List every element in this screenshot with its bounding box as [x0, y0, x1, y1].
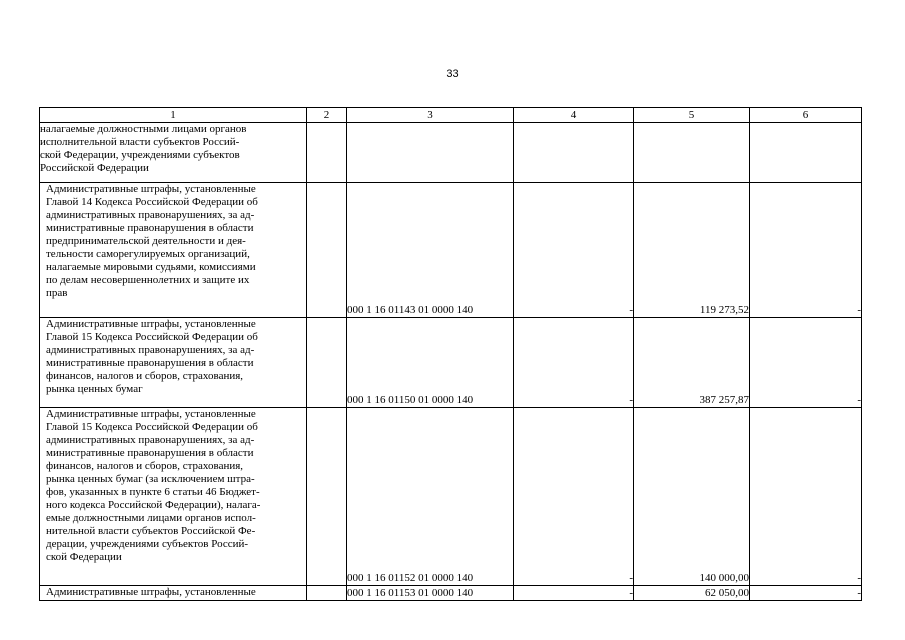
row-col6-cell — [750, 123, 862, 183]
row-code-cell: 000 1 16 01152 01 0000 140 — [347, 408, 514, 586]
row-col4-cell: - — [514, 586, 634, 601]
row-col6-cell: - — [750, 408, 862, 586]
column-header-4: 4 — [514, 108, 634, 123]
page-number: 33 — [446, 68, 459, 80]
row-code-cell: 000 1 16 01150 01 0000 140 — [347, 318, 514, 408]
row-description: налагаемые должностными лицами органов исполнительной власти субъектов Россий- ской Федерации, учреждениями субъектов Российской Федерации — [40, 123, 247, 174]
row-description: Административные штрафы, установленные Главой 14 Кодекса Российской Федерации об административных правонарушениях, за ад- министративные правонарушения в области предпринимательской деятельности и дея- тельности саморегулируемых организаций, налагаемые мировыми судьями, комиссиями по делам несовершеннолетних и защите их прав — [46, 183, 258, 299]
row-code-cell: 000 1 16 01153 01 0000 140 — [347, 586, 514, 601]
row-description: Административные штрафы, установленные — [46, 586, 256, 598]
row-col6-cell: - — [750, 318, 862, 408]
row-description-cell — [40, 318, 307, 408]
row-code-cell — [347, 123, 514, 183]
row-amount-cell: 119 273,52 — [634, 183, 750, 318]
column-header-1: 1 — [40, 108, 307, 123]
column-header-5: 5 — [634, 108, 750, 123]
row-code-cell: 000 1 16 01143 01 0000 140 — [347, 183, 514, 318]
table-row — [40, 183, 862, 318]
row-description: Административные штрафы, установленные Главой 15 Кодекса Российской Федерации об административных правонарушениях, за ад- министративные правонарушения в области финансов, налогов и сборов, страхования, рынка ценных бумаг (за исключением штра- фов, указанных в пункте 6 статьи 46 Бюджет- ного кодекса Российской Федерации), налага- емые должностными лицами органов испол- нительной власти субъектов Российской Фе- дерации, учреждениями субъектов Россий- ской Федерации — [46, 408, 261, 563]
column-header-6: 6 — [750, 108, 862, 123]
row-amount-cell — [634, 123, 750, 183]
row-col4-cell: - — [514, 183, 634, 318]
table-row — [40, 408, 862, 586]
row-col4-cell — [514, 123, 634, 183]
table-header-row — [40, 108, 862, 123]
row-col6-cell: - — [750, 586, 862, 601]
column-header-2: 2 — [307, 108, 347, 123]
row-col2-cell — [307, 183, 347, 318]
budget-table — [39, 107, 862, 601]
row-col6-cell: - — [750, 183, 862, 318]
row-col2-cell — [307, 586, 347, 601]
row-col2-cell — [307, 408, 347, 586]
row-description-cell — [40, 586, 307, 601]
row-col2-cell — [307, 123, 347, 183]
table-row — [40, 123, 862, 183]
column-header-3: 3 — [347, 108, 514, 123]
row-col4-cell: - — [514, 318, 634, 408]
row-amount-cell: 140 000,00 — [634, 408, 750, 586]
row-description: Административные штрафы, установленные Главой 15 Кодекса Российской Федерации об административных правонарушениях, за ад- министративные правонарушения в области финансов, налогов и сборов, страхования, рынка ценных бумаг — [46, 318, 258, 395]
row-amount-cell: 387 257,87 — [634, 318, 750, 408]
row-description-cell — [40, 408, 307, 586]
row-col4-cell: - — [514, 408, 634, 586]
row-description-cell — [40, 183, 307, 318]
row-description-cell — [40, 123, 307, 183]
row-amount-cell: 62 050,00 — [634, 586, 750, 601]
row-col2-cell — [307, 318, 347, 408]
table-row — [40, 318, 862, 408]
table-row — [40, 586, 862, 601]
